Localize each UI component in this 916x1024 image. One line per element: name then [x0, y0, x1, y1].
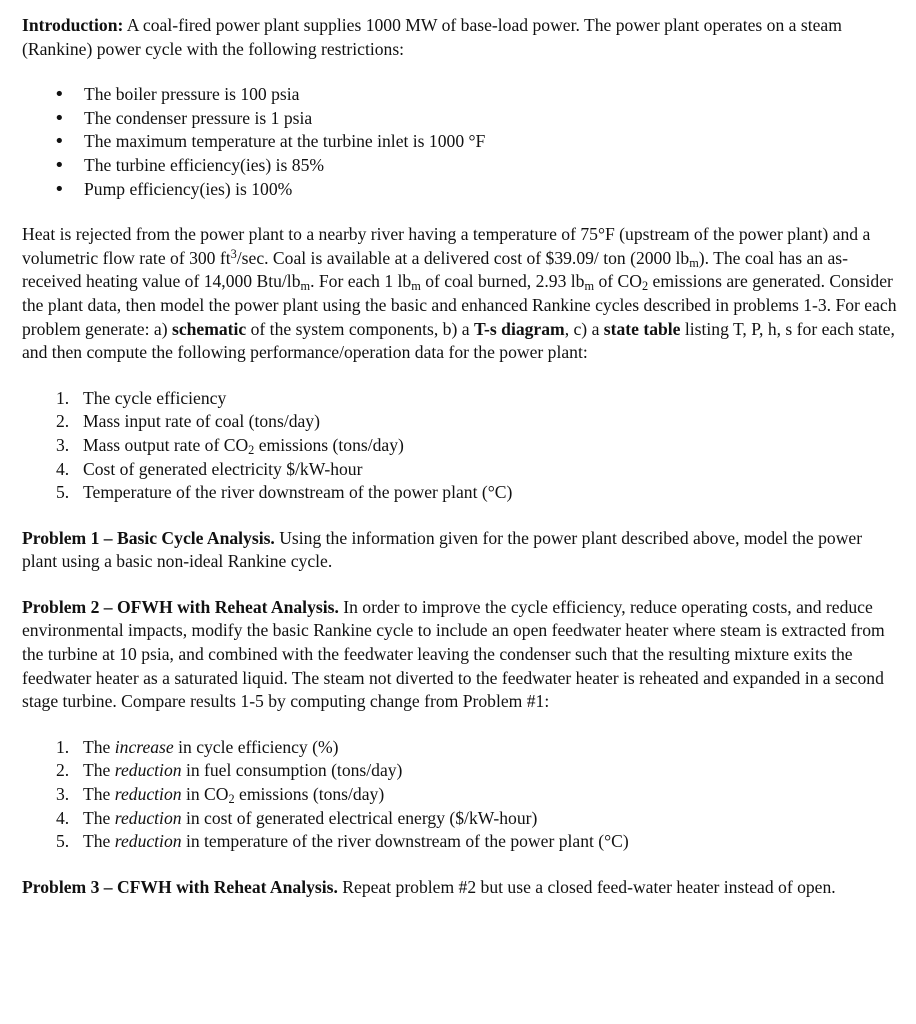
- problem-2-paragraph: Problem 2 – OFWH with Reheat Analysis. In order to improve the cycle efficiency, reduce operating costs, and reduce environmental impacts, modify the basic Rankine cycle to include an open feedwater heater where steam is extracted from the turbine at 10 psia, and combined with the feedwater leaving the condenser such that the resulting mixture exits the feedwater heater as a saturated liquid. The steam not diverted to the feedwater heater is reheated and expanded in a second stage turbine. Compare results 1-5 by computing change from Problem #1:: [22, 596, 885, 712]
- state-table-term: state table: [603, 318, 681, 339]
- heat-rejection-paragraph: Heat is rejected from the power plant to a nearby river having a temperature of 75°F (upstream of the power plant) and a volumetric flow rate of 300 $ft^3/\sec$. Coal is available at a delivered cost of $39.09/ ton (2000 $lb_m$). The coal has an as-received heating value of 14,000 Btu/$lb_m$. For each 1 $lb_m$ of coal burned, 2.93 $lb_m$ of $CO_2$ emissions are generated. Consider the plant data, then model the power plant using the basic and enhanced Rankine cycles described in problems 1-3. For each problem generate: a) schematic of the system components, b) a T-s diagram, c) a state table listing T, P, h, s for each state, and then compute the following performance/operation data for the power plant:: [22, 224, 897, 363]
- list-item: 1. The increase in cycle efficiency (%): [56, 736, 339, 757]
- ts-diagram-term: T-s diagram: [473, 318, 565, 339]
- list-item: 2. The reduction in fuel consumption (tons/day): [56, 760, 403, 781]
- list-item: • The maximum temperature at the turbine inlet is 1000 °F: [54, 130, 898, 154]
- intro-label: Introduction:: [22, 15, 124, 35]
- problem-1-title: Problem 1 – Basic Cycle Analysis.: [22, 527, 275, 548]
- restrictions-list: [22, 83, 898, 201]
- list-item: 2. Mass input rate of coal (tons/day): [56, 411, 320, 432]
- list-item: 4. Cost of generated electricity $/kW-hour: [56, 458, 363, 479]
- list-item: • The boiler pressure is 100 psia: [54, 83, 898, 107]
- schematic-term: schematic: [171, 318, 247, 339]
- problem-3-title: Problem 3 – CFWH with Reheat Analysis.: [22, 876, 338, 897]
- list-item: 3. The reduction in $CO_2$ emissions (tons/day): [56, 784, 385, 807]
- problem-3-paragraph: Problem 3 – CFWH with Reheat Analysis. Repeat problem #2 but use a closed feed-water heater instead of open.: [22, 876, 836, 897]
- list-item: • The condenser pressure is 1 psia: [54, 107, 898, 131]
- list-item: 4. The reduction in cost of generated electrical energy ($/kW-hour): [56, 807, 538, 828]
- list-item: 1. The cycle efficiency: [56, 387, 227, 408]
- list-item: • The turbine efficiency(ies) is 85%: [54, 154, 898, 178]
- intro-text: A coal-fired power plant supplies 1000 MW of base-load power. The power plant operates on a steam (Rankine) power cycle with the following restrictions:: [22, 15, 842, 59]
- list-item: 5. Temperature of the river downstream of the power plant (°C): [56, 482, 513, 503]
- list-item: • Pump efficiency(ies) is 100%: [54, 178, 898, 202]
- comparison-list: [22, 736, 898, 854]
- problem-2-title: Problem 2 – OFWH with Reheat Analysis.: [22, 596, 339, 617]
- list-item: 5. The reduction in temperature of the river downstream of the power plant (°C): [56, 831, 629, 852]
- list-item: 3. Mass output rate of $CO_2$ emissions (tons/day): [56, 434, 404, 457]
- intro-paragraph: [22, 14, 898, 61]
- performance-list: [22, 387, 898, 505]
- problem-1-paragraph: Problem 1 – Basic Cycle Analysis. Using the information given for the power plant described above, model the power plant using a basic non-ideal Rankine cycle.: [22, 527, 863, 572]
